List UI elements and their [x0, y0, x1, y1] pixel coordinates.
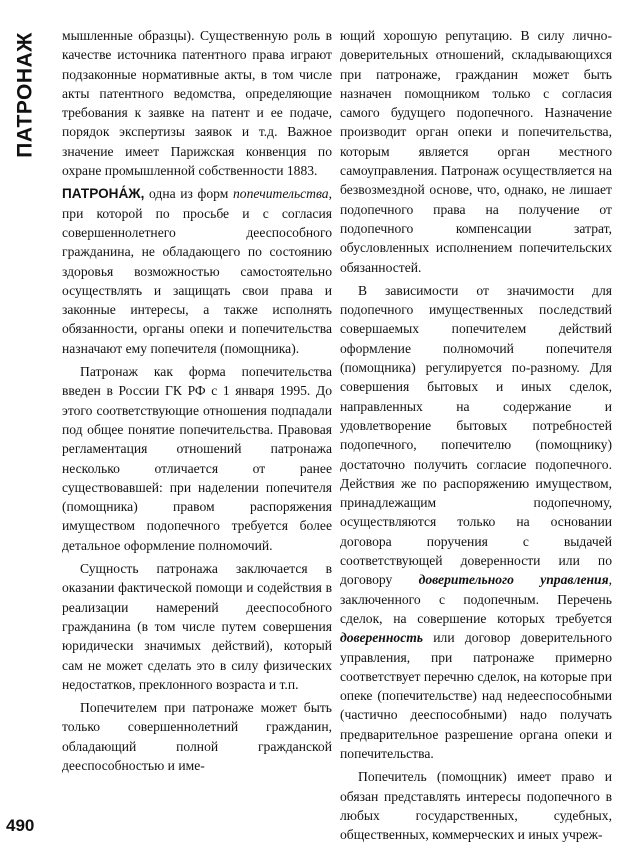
dictionary-entry [62, 184, 332, 358]
left-column [62, 26, 332, 775]
entry-text: , при которой по просьбе и с согласия совершеннолетнего дееспособного гражданина, не обладающего по состоянию здоровья возможностью самостоятельно осуществлять и защищать свои права и законные интересы, а также исполнять обязанности, органы опеки и попечительства назначают ему попечителя (помощника). [62, 186, 332, 356]
entry-headword: ПАТРОНА́Ж, [62, 186, 145, 202]
paragraph: Патронаж как форма попечительства введен в России ГК РФ с 1 января 1995. До этого соответствующие отношения подпадали под общее понятие попечительства. Правовая регламентация отношений патронажа несколько отличается от ранее существовавшей: при наделении попечителя (помощника) правом распоряжения имуществом подопечного требуется более детальное оформление полномочий. [62, 364, 332, 553]
running-section-header [4, 30, 48, 160]
paragraph-text: , заключенного с подопечным. Перечень сделок, на совершение которых требуется [340, 572, 612, 626]
paragraph-text: В зависимости от значимости для подопечного имущественных последствий совершаемых попечителем действий оформление полномочий попечителя (помощника) регулируется по-разному. Для совершения бытовых и иных сделок, направленных на содержание и удовлетворение бытовых потребностей подопечного, попечителю (помощнику) достаточно получить согласие подопечного. Действия же по распоряжению имуществом, принадлежащим подопечному, осуществляются только на основании договора поручения с выдачей соответствующей доверенности или по договору [340, 282, 612, 588]
cross-reference: доверенность [340, 630, 424, 646]
cross-reference: доверительного управления [418, 572, 609, 588]
paragraph: Попечителем при патронаже может быть только совершеннолетний гражданин, обладающий полной гражданской дееспособностью и име- [62, 700, 332, 773]
paragraph: Попечитель (помощник) имеет право и обязан представлять интересы подопечного в любых государственных, судебных, общественных, коммерческих и иных учреж- [340, 769, 612, 843]
page-number: 490 [6, 816, 35, 835]
right-column [340, 26, 612, 844]
paragraph-continuation: мышленные образцы). Существенную роль в качестве источника патентного права играют подзаконные нормативные акты, в том числе акты патентного ведомства, определяющие требования к заявке на патент и ее подаче, порядок экспертизы заявок и т.д. Важное значение имеет Парижская конвенция по охране промышленной собственности 1883. [62, 28, 332, 179]
section-title: ПАТРОНАЖ [14, 32, 38, 158]
entry-text: одна из форм [144, 186, 233, 202]
paragraph: Сущность патронажа заключается в оказании фактической помощи и содействия в реализации намерений дееспособного гражданина (в том числе путем совершения юридически значимых действий), который сам не может сделать это в силу физических недостатков, преклонного возраста и т.п. [62, 561, 332, 692]
paragraph [340, 281, 612, 763]
paragraph-continuation: ющий хорошую репутацию. В силу лично-доверительных отношений, складывающихся при патронаже, гражданин может быть назначен помощником только с согласия самого будущего подопечного. Назначение производит орган опеки и попечительства, которым является орган местного самоуправления. Патронаж осуществляется на безвозмездной основе, что, однако, не лишает подопечного права на получение от подопечного компенсации затрат, обусловленных исполнением попечительских обязанностей. [340, 28, 612, 275]
cross-reference: попечительства [232, 186, 329, 202]
paragraph-text: или договор доверительного управления, при патронаже примерно соответствует перечню сделок, на которые при опеке (попечительстве) над недееспособными (частично дееспособными) надо получать предварительное разрешение органа опеки и попечительства. [340, 630, 612, 761]
